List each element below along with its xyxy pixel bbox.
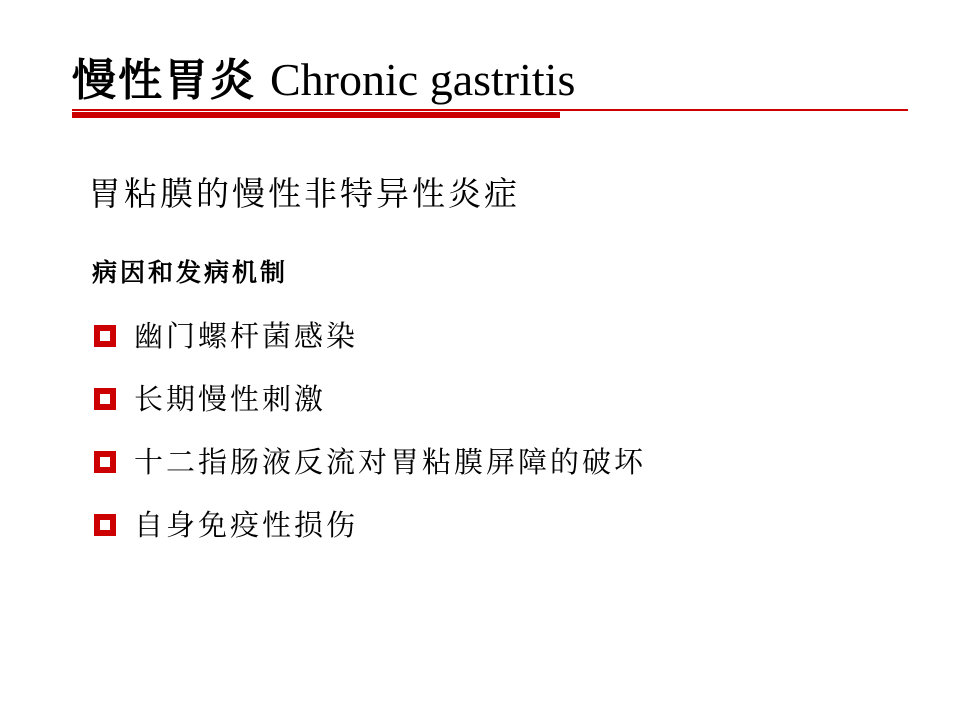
title-underline-thick xyxy=(72,112,560,118)
slide-subtitle: 胃粘膜的慢性非特异性炎症 xyxy=(88,174,520,213)
slide-title-chinese: 慢性胃炎 xyxy=(72,55,256,106)
bullet-list xyxy=(92,314,646,566)
slide-title-english: Chronic gastritis xyxy=(270,54,576,105)
bullet-item-1 xyxy=(92,314,646,358)
bullet-item-2 xyxy=(92,377,646,421)
slide-title xyxy=(72,52,575,109)
bullet-text: 长期慢性刺激 xyxy=(134,382,327,416)
bullet-text: 十二指肠液反流对胃粘膜屏障的破坏 xyxy=(134,445,647,479)
square-bullet-icon xyxy=(92,449,118,475)
bullet-item-4 xyxy=(92,503,646,547)
section-heading: 病因和发病机制 xyxy=(92,258,289,287)
square-bullet-icon xyxy=(92,323,118,349)
bullet-text: 幽门螺杆菌感染 xyxy=(134,319,359,353)
square-bullet-icon xyxy=(92,386,118,412)
bullet-text: 自身免疫性损伤 xyxy=(134,508,359,542)
bullet-item-3 xyxy=(92,440,646,484)
square-bullet-icon xyxy=(92,512,118,538)
title-underline-thin xyxy=(72,109,908,111)
